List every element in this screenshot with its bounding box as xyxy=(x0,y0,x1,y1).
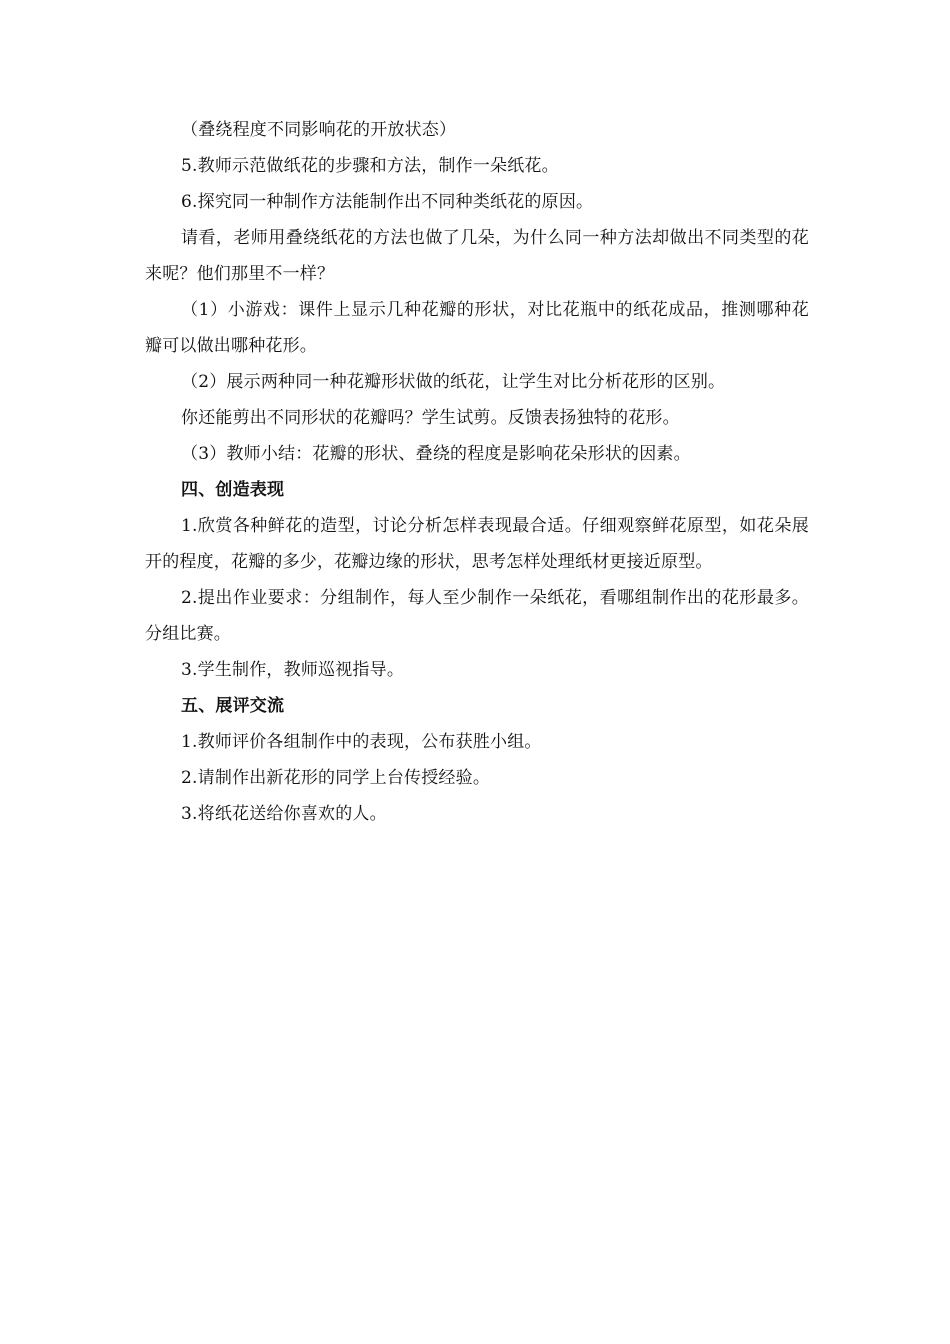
paragraph-exchange-3: 3.将纸花送给你喜欢的人。 xyxy=(181,804,387,824)
document-body xyxy=(145,112,809,832)
section-heading-create: 四、创造表现 xyxy=(181,480,285,500)
paragraph-item-1: （1）小游戏：课件上显示几种花瓣的形状，对比花瓶中的纸花成品，推测哪种花瓣可以做出哪种花形。 xyxy=(145,300,809,356)
paragraph-exchange-2: 2.请制作出新花形的同学上台传授经验。 xyxy=(181,768,491,788)
paragraph-create-2: 2.提出作业要求：分组制作，每人至少制作一朵纸花，看哪组制作出的花形最多。分组比赛。 xyxy=(145,588,809,644)
paragraph-create-1: 1.欣赏各种鲜花的造型，讨论分析怎样表现最合适。仔细观察鲜花原型，如花朵展开的程度，花瓣的多少，花瓣边缘的形状，思考怎样处理纸材更接近原型。 xyxy=(145,516,809,572)
paragraph-item-2: （2）展示两种同一种花瓣形状做的纸花，让学生对比分析花形的区别。 xyxy=(181,372,726,392)
paragraph-exchange-1: 1.教师评价各组制作中的表现，公布获胜小组。 xyxy=(181,732,542,752)
paragraph-item-3: （3）教师小结：花瓣的形状、叠绕的程度是影响花朵形状的因素。 xyxy=(181,444,691,464)
paragraph-question: 请看，老师用叠绕纸花的方法也做了几朵，为什么同一种方法却做出不同类型的花来呢？他们那里不一样？ xyxy=(145,228,809,284)
paragraph-step-6: 6.探究同一种制作方法能制作出不同种类纸花的原因。 xyxy=(181,192,594,212)
paragraph-step-5: 5.教师示范做纸花的步骤和方法，制作一朵纸花。 xyxy=(181,156,559,176)
paragraph-practice: 你还能剪出不同形状的花瓣吗？学生试剪。反馈表扬独特的花形。 xyxy=(181,408,680,428)
section-heading-exchange: 五、展评交流 xyxy=(181,696,285,716)
paragraph-note: （叠绕程度不同影响花的开放状态） xyxy=(181,120,457,140)
paragraph-create-3: 3.学生制作，教师巡视指导。 xyxy=(181,660,405,680)
